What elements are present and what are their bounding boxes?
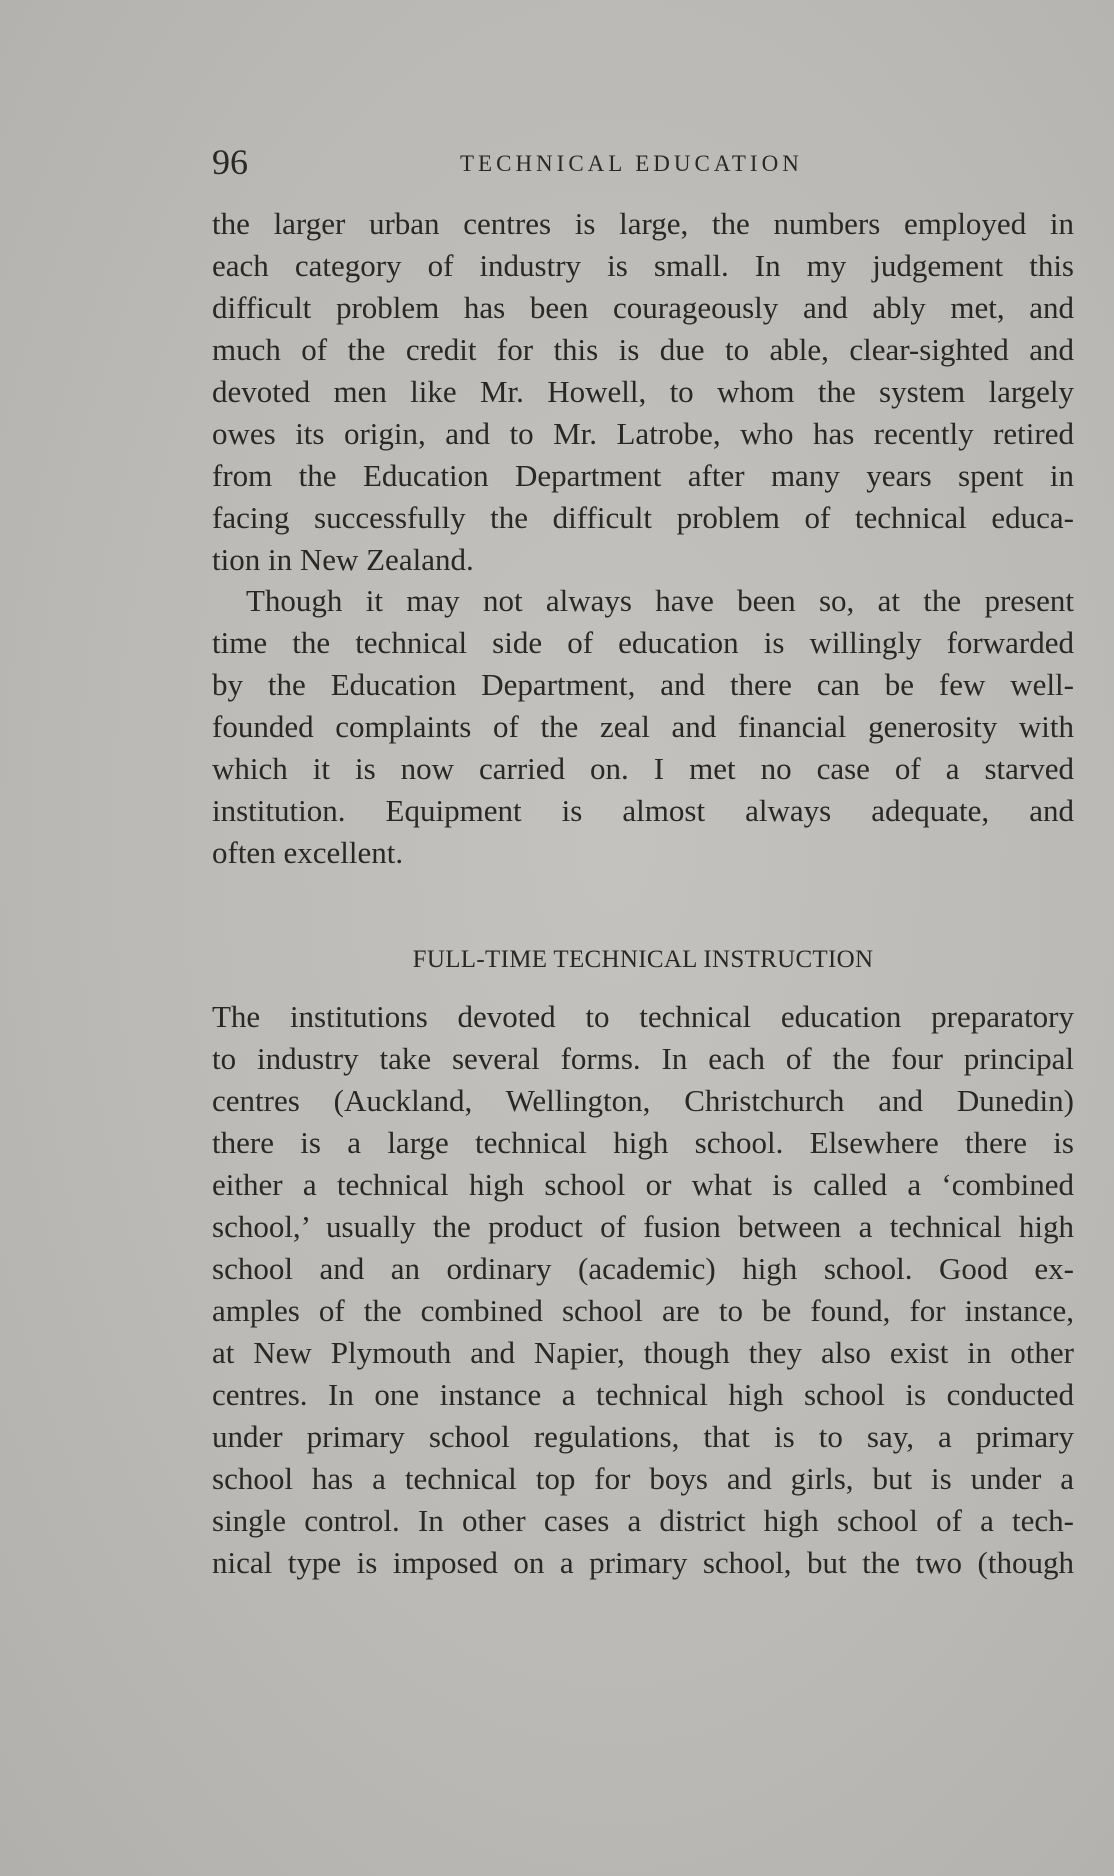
text-line: school,’ usually the product of fusion between a technical high	[212, 1209, 1074, 1244]
running-head	[212, 140, 1072, 184]
text-line: at New Plymouth and Napier, though they also exist in other	[212, 1335, 1074, 1370]
text-line: amples of the combined school are to be found, for instance,	[212, 1293, 1074, 1328]
text-line: school and an ordinary (academic) high school. Good ex-	[212, 1251, 1074, 1286]
text-line: school has a technical top for boys and girls, but is under a	[212, 1461, 1074, 1496]
text-line: Though it may not always have been so, at the present	[246, 583, 1074, 618]
text-line: by the Education Department, and there can be few well-	[212, 667, 1074, 702]
text-line: centres. In one instance a technical high school is conducted	[212, 1377, 1074, 1412]
text-line: time the technical side of education is willingly forwarded	[212, 625, 1074, 660]
text-line: often excellent.	[212, 835, 404, 870]
text-line: nical type is imposed on a primary school, but the two (though	[212, 1545, 1074, 1580]
text-line: from the Education Department after many years spent in	[212, 458, 1074, 493]
text-line: tion in New Zealand.	[212, 542, 474, 577]
text-line: centres (Auckland, Wellington, Christchurch and Dunedin)	[212, 1083, 1074, 1118]
paragraph-continued	[212, 203, 1074, 581]
text-line: institution. Equipment is almost always adequate, and	[212, 793, 1074, 828]
text-line: facing successfully the difficult problem of technical educa-	[212, 500, 1074, 535]
section-heading: FULL-TIME TECHNICAL INSTRUCTION	[412, 946, 874, 973]
text-line: which it is now carried on. I met no case of a starved	[212, 751, 1074, 786]
text-line: difficult problem has been courageously and ably met, and	[212, 290, 1074, 325]
text-line: The institutions devoted to technical education preparatory	[212, 999, 1074, 1034]
text-line: owes its origin, and to Mr. Latrobe, who has recently retired	[212, 416, 1074, 451]
text-line: each category of industry is small. In my judgement this	[212, 248, 1074, 283]
text-line: there is a large technical high school. Elsewhere there is	[212, 1125, 1074, 1160]
text-line: under primary school regulations, that is to say, a primary	[212, 1419, 1074, 1454]
text-line: much of the credit for this is due to able, clear-sighted and	[212, 332, 1074, 367]
text-line: founded complaints of the zeal and financial generosity with	[212, 709, 1074, 744]
text-line: the larger urban centres is large, the numbers employed in	[212, 206, 1074, 241]
text-line: either a technical high school or what is called a ‘combined	[212, 1167, 1074, 1202]
text-line: devoted men like Mr. Howell, to whom the system largely	[212, 374, 1074, 409]
text-line: single control. In other cases a district high school of a tech-	[212, 1503, 1074, 1538]
page-number: 96	[212, 142, 248, 182]
paragraph	[212, 580, 1074, 874]
section-paragraph	[212, 996, 1074, 1584]
running-title: TECHNICAL EDUCATION	[460, 151, 803, 176]
text-line: to industry take several forms. In each of the four principal	[212, 1041, 1074, 1076]
